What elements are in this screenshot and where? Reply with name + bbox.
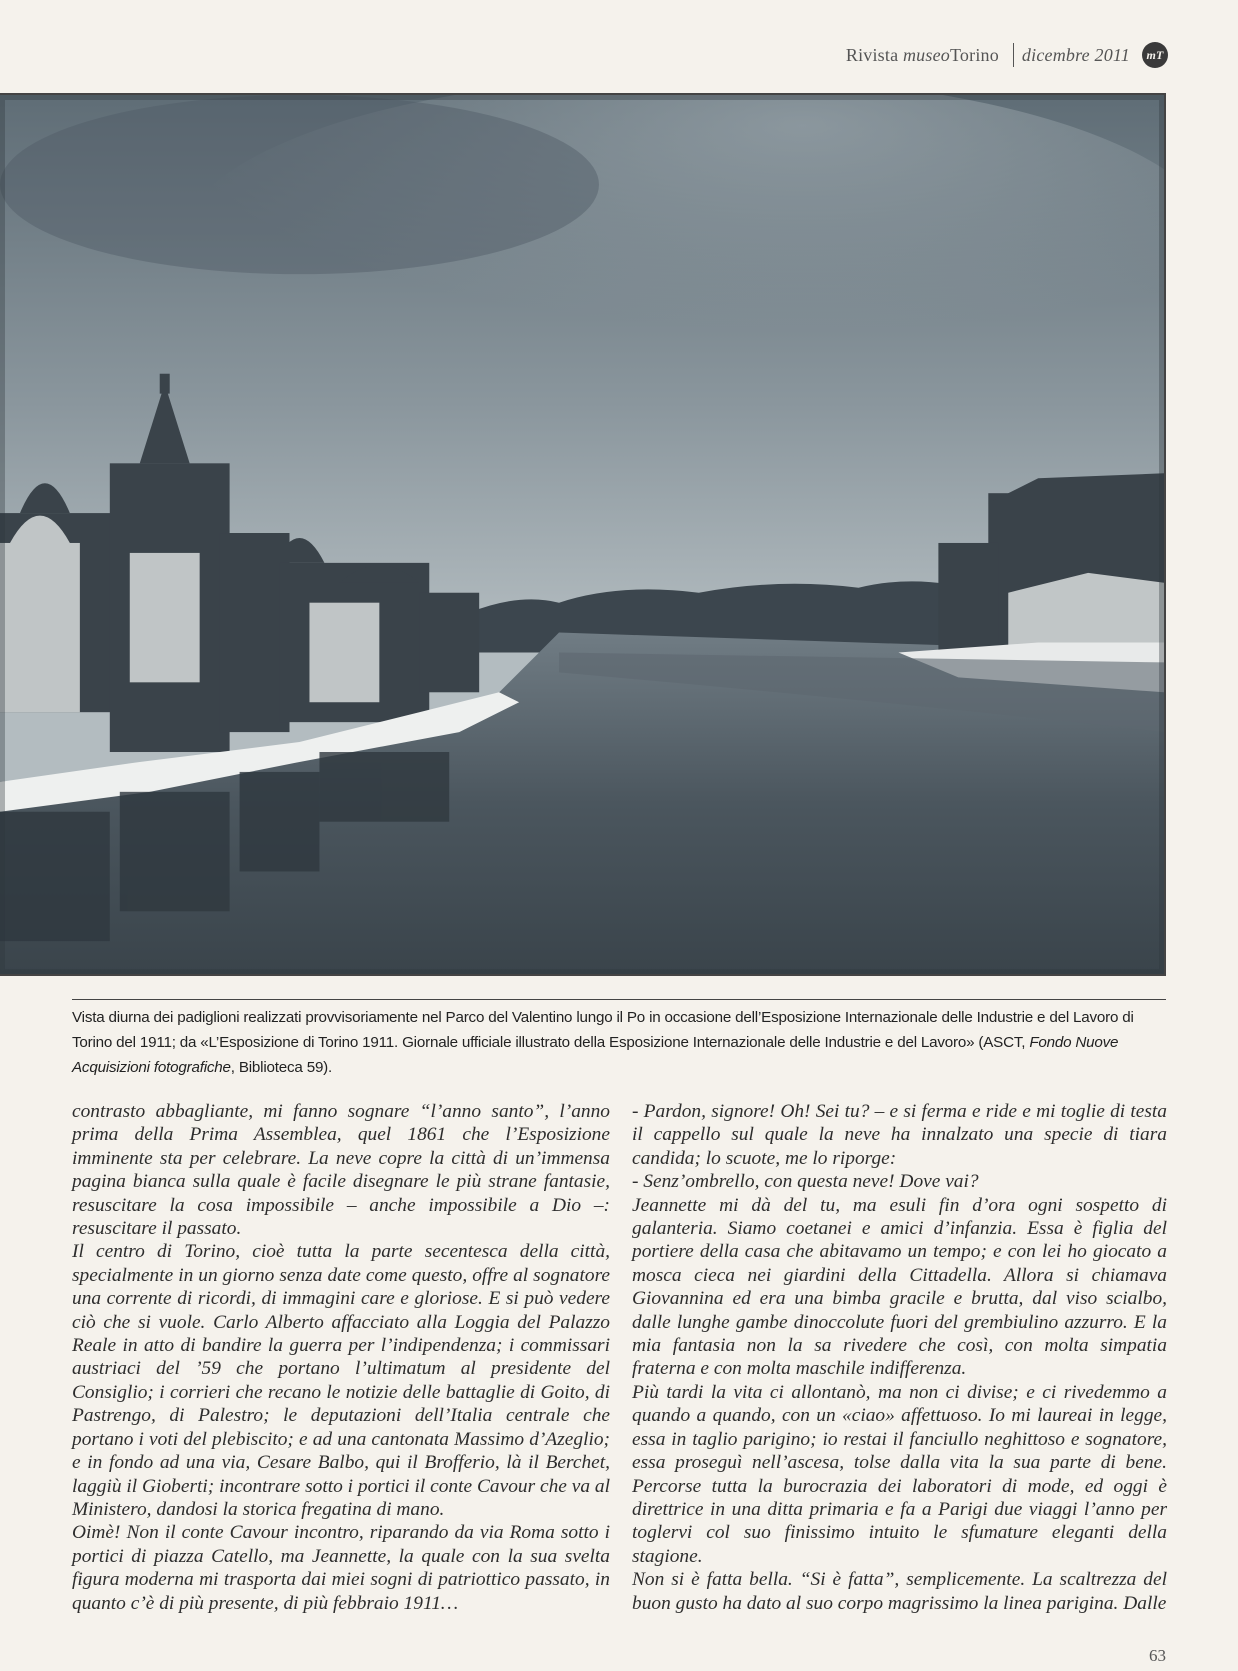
magazine-title: Rivista museoTorino bbox=[845, 44, 999, 65]
caption-rule bbox=[72, 999, 1166, 1000]
running-head bbox=[846, 42, 1168, 68]
po-river-photo-image bbox=[0, 95, 1164, 974]
paragraph: contrasto abbagliante, mi fanno sognare “l’anno santo”, l’anno prima della Prima Assemblea, quel 1861 che l’Esposizione imminente sta per celebrare. La neve copre la città di un’immensa pagina bianca sulla quale è facile disegnare le più strane fantasie, resuscitare la cosa impossibile – anche impossibile a Dio –: resuscitare il passato. bbox=[72, 1101, 610, 1240]
page-number: 63 bbox=[1149, 1646, 1166, 1665]
header-divider bbox=[1013, 43, 1014, 67]
photo-caption: Vista diurna dei padiglioni realizzati provvisoriamente nel Parco del Valentino lungo il Po in occasione dell’Esposizione Internazionale delle Industrie e del Lavoro di Torino del 1911; da «L’Esposizione di Torino 1911. Giornale ufficiale illustrato della Esposizione Internazionale delle Industrie e del Lavoro» (ASCT, Fondo Nuove Acquisizioni fotografiche, Biblioteca 59). bbox=[72, 1009, 1134, 1076]
paragraph: Oimè! Non il conte Cavour incontro, riparando da via Roma sotto i portici di piazza Catello, ma Jeannette, la quale con la sua svelta figura moderna mi trasporta dai miei sogni di patriottico passato, in quanto c’è di più presente, di più febbraio 1911… bbox=[72, 1522, 610, 1614]
body-column-right bbox=[632, 1100, 1167, 1615]
museotorino-logo: mT bbox=[1142, 42, 1168, 68]
paragraph: - Pardon, signore! Oh! Sei tu? – e si ferma e ride e mi toglie di testa il cappello sul quale la neve ha innalzato una specie di tiara candida; lo scuote, me lo riporge: bbox=[632, 1101, 1167, 1169]
paragraph: Non si è fatta bella. “Si è fatta”, semplicemente. La scaltrezza del buon gusto ha dato al suo corpo magrissimo la linea parigina. Dalle bbox=[632, 1569, 1167, 1614]
paragraph: - Senz’ombrello, con questa neve! Dove vai? bbox=[632, 1171, 979, 1193]
paragraph: Più tardi la vita ci allontanò, ma non ci divise; e ci rivedemmo a quando a quando, con un «ciao» affettuoso. Io mi laureai in legge, essa in taglio parigino; io restai il fanciullo neghittoso e sognatore, essa proseguì nell’ascesa, tolse dalla vita la sua parte di bene. Percorse tutta la burocrazia dei laboratori di mode, ed oggi è direttrice in una ditta primaria e fa a Parigi due viaggi l’anno per toglervi col suo finissimo intuito le sfumature eleganti della stagione. bbox=[632, 1381, 1167, 1567]
paragraph: Jeannette mi dà del tu, ma esuli fin d’ora ogni sospetto di galanteria. Siamo coetanei e amici d’infanzia. Essa è figlia del portiere della casa che abitavamo un tempo; e con lei ho giocato a mosca cieca nei giardini della Cittadella. Allora si chiamava Giovannina ed era una bimba gracile e brutta, dal viso scialbo, dalle lunghe gambe dinoccolute fuori del grembiulino azzurro. E la mia fantasia non la sa rivedere che così, con molta simpatia fraterna e con molta maschile indifferenza. bbox=[632, 1194, 1167, 1380]
issue-date: dicembre 2011 bbox=[1021, 44, 1130, 65]
body-column-left bbox=[72, 1100, 610, 1615]
paragraph: Il centro di Torino, cioè tutta la parte secentesca della città, specialmente in un giorno senza date come questo, offre al sognatore una corrente di ricordi, di immagini care e gloriose. E si può vedere ciò che si vuole. Carlo Alberto affacciato alla Loggia del Palazzo Reale in atto di bandire la guerra per l’indipendenza; i commissari austriaci del ’59 che portano l’ultimatum al presidente del Consiglio; i corrieri che recano le notizie delle battaglie di Goito, di Pastrengo, di Palestro; le deputazioni dell’Italia centrale che portano i voti del plebiscito; e ad una cantonata Massimo d’Azeglio; e in fondo ad una via, Cesare Balbo, qui il Brofferio, là il Berchet, laggiù il Gioberti; incontrare sotto i portici il conte Cavour che va al Ministero, dandosi la storica fregatina di mano. bbox=[72, 1241, 610, 1520]
historic-photograph bbox=[0, 93, 1166, 976]
